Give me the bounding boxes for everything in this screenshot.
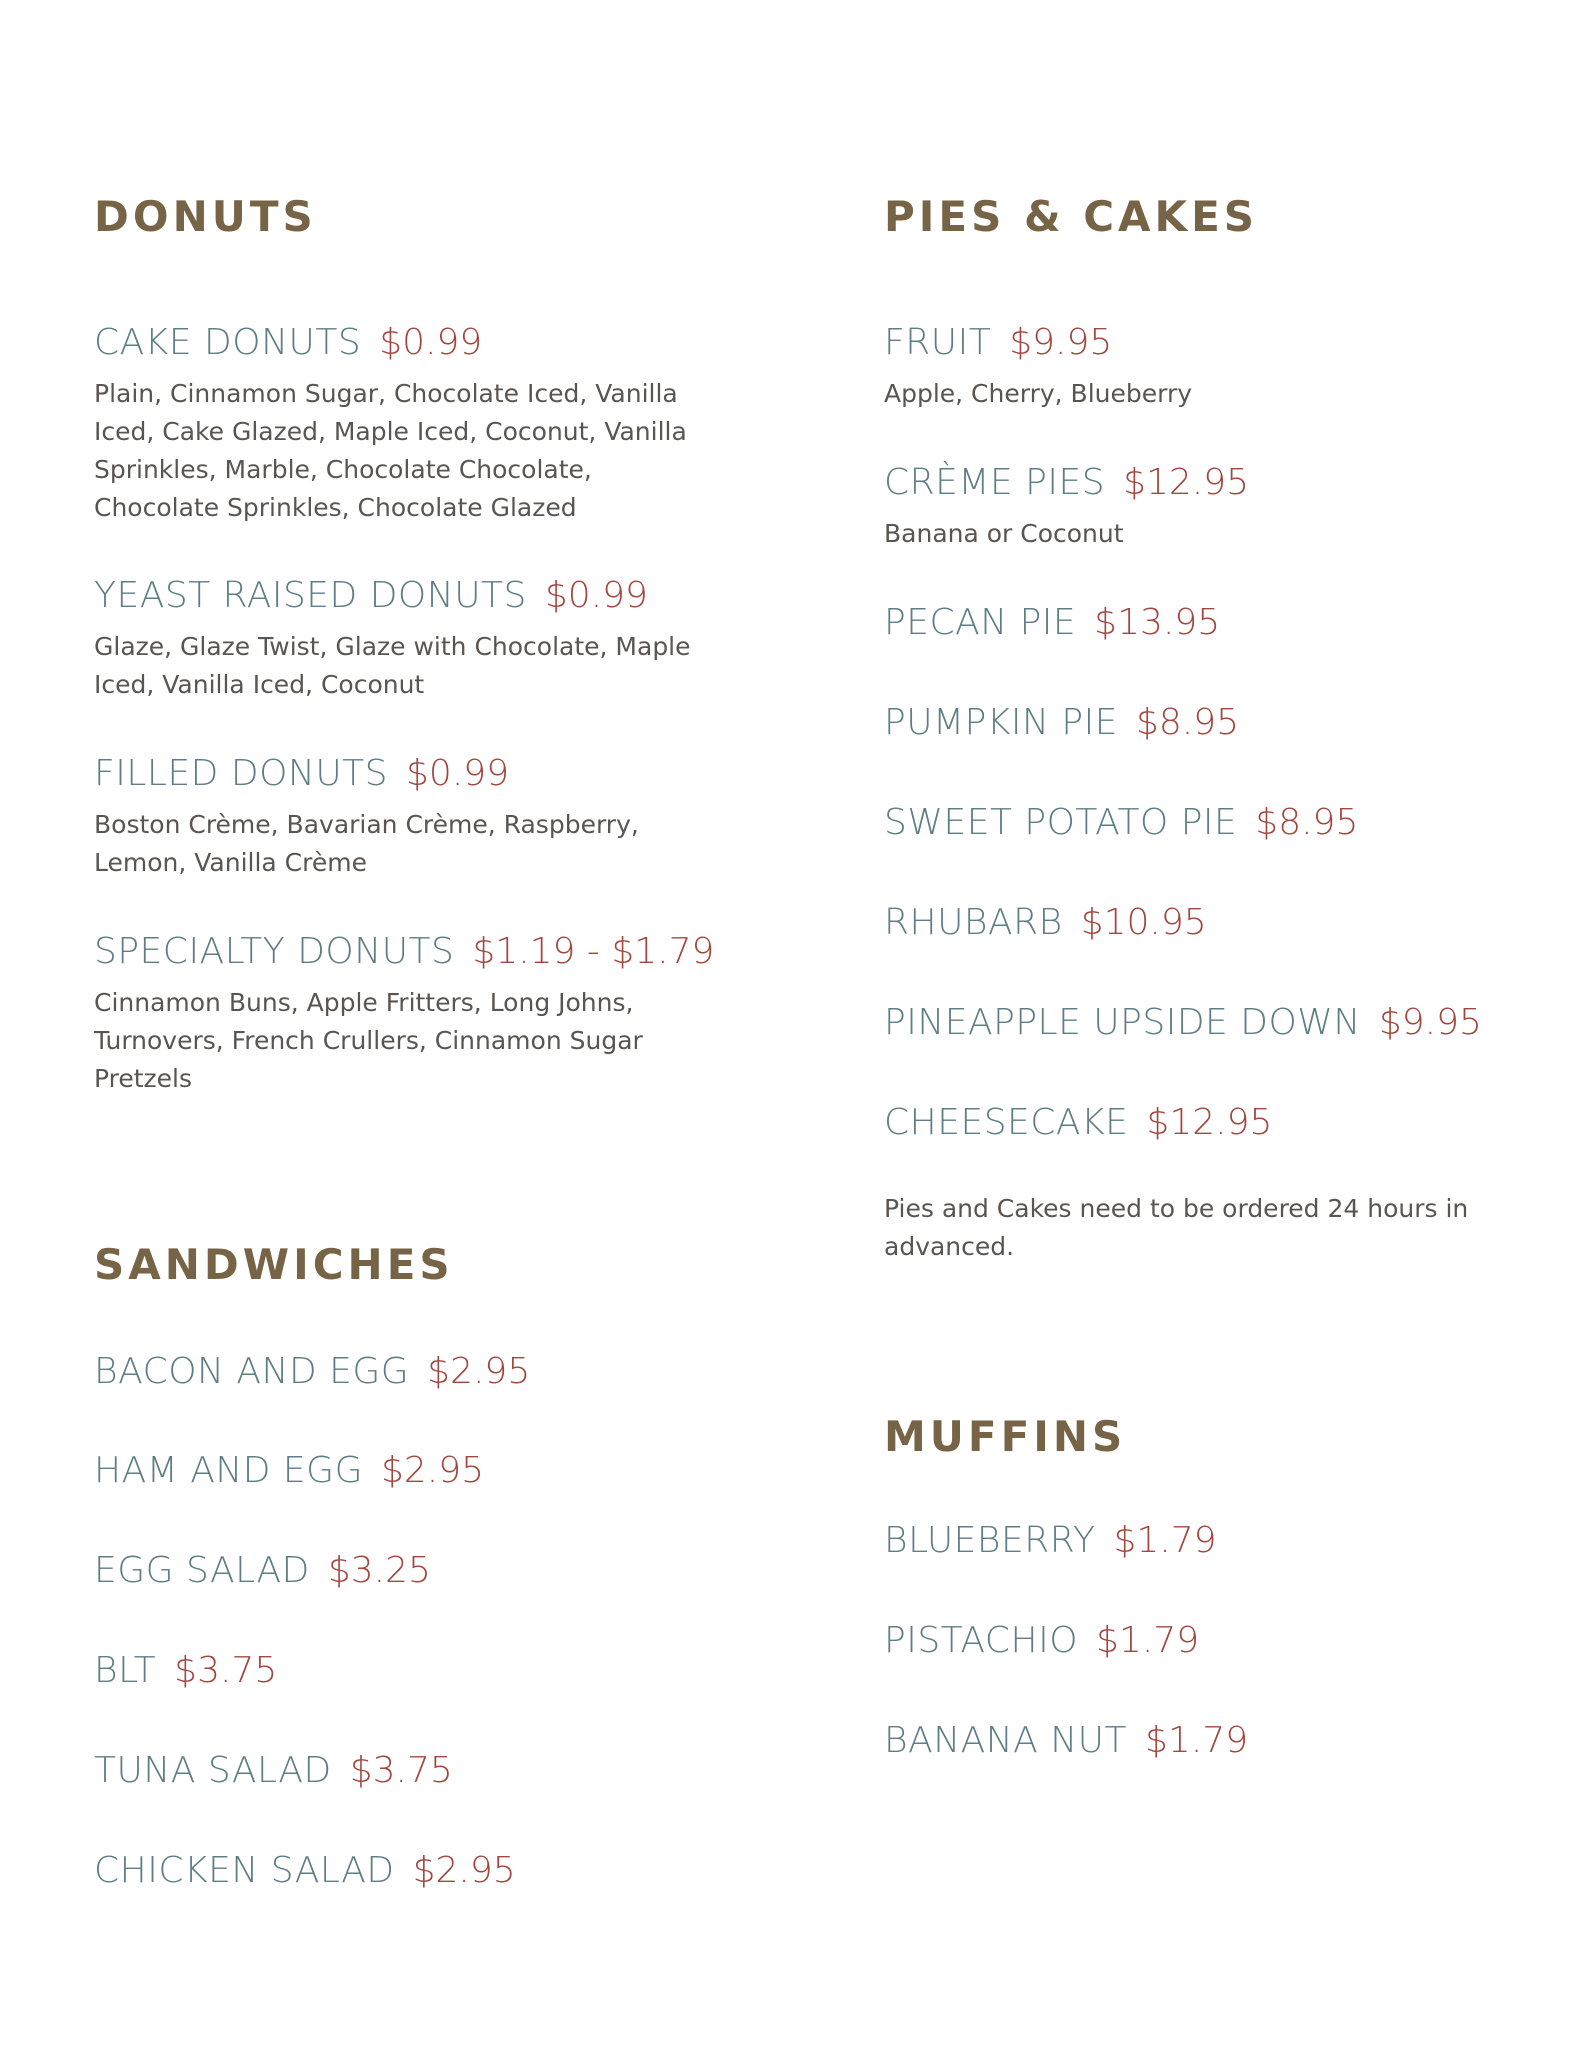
item-price: $9.95 [1009,322,1113,363]
menu-item-bacon-and-egg [94,1351,734,1392]
item-price: $3.75 [174,1650,278,1691]
item-price: $3.75 [349,1750,453,1791]
item-name: YEAST RAISED DONUTS [94,575,527,616]
item-name: EGG SALAD [94,1550,310,1591]
menu-item-cheesecake [884,1102,1524,1143]
item-price: $12.95 [1146,1102,1273,1143]
item-name: RHUBARB [884,902,1063,943]
item-name: CAKE DONUTS [94,322,362,363]
menu-item-creme-pies [884,462,1524,553]
item-name: TUNA SALAD [94,1750,332,1791]
menu-item-filled-donuts [94,753,734,882]
menu-item-pineapple-upside-down [884,1002,1524,1043]
item-price: $8.95 [1255,802,1359,843]
item-name: PINEAPPLE UPSIDE DOWN [884,1002,1361,1043]
menu-item-banana-nut [884,1720,1524,1761]
item-name: BANANA NUT [884,1720,1128,1761]
menu-item-pumpkin-pie [884,702,1524,743]
menu-item-blt [94,1650,734,1691]
menu-item-pecan-pie [884,602,1524,643]
item-price: $1.79 [1096,1620,1200,1661]
item-price: $9.95 [1378,1002,1482,1043]
menu-item-cake-donuts [94,322,734,527]
item-price: $1.19 - $1.79 [472,931,715,972]
menu-item-egg-salad [94,1550,734,1591]
item-price: $0.99 [379,322,483,363]
muffins-heading: MUFFINS [884,1412,1127,1461]
item-name: BLUEBERRY [884,1520,1096,1561]
item-description: Apple, Cherry, Blueberry [884,379,1193,408]
item-price: $1.79 [1145,1720,1249,1761]
pies-cakes-heading: PIES & CAKES [884,192,1259,241]
item-description: Plain, Cinnamon Sugar, Chocolate Iced, Vanilla Iced, Cake Glazed, Maple Iced, Coconut, Vanilla Sprinkles, Marble, Chocolate Chocolate, Chocolate Sprinkles, Chocolate Glazed [94,379,687,522]
menu-item-sweet-potato-pie [884,802,1524,843]
sandwiches-heading: SANDWICHES [94,1240,454,1289]
menu-item-rhubarb [884,902,1524,943]
item-price: $10.95 [1080,902,1207,943]
item-name: BACON AND EGG [94,1351,410,1392]
menu-item-chicken-salad [94,1850,734,1891]
menu-item-pistachio [884,1620,1524,1661]
item-name: PISTACHIO [884,1620,1079,1661]
item-name: CHEESECAKE [884,1102,1129,1143]
item-description: Glaze, Glaze Twist, Glaze with Chocolate, Maple Iced, Vanilla Iced, Coconut [94,632,691,699]
item-price: $12.95 [1123,462,1250,503]
item-name: FILLED DONUTS [94,753,389,794]
item-name: HAM AND EGG [94,1450,363,1491]
menu-item-yeast-raised-donuts [94,575,734,704]
item-name: PUMPKIN PIE [884,702,1118,743]
item-price: $2.95 [427,1351,531,1392]
item-price: $2.95 [412,1850,516,1891]
item-name: CHICKEN SALAD [94,1850,395,1891]
donuts-heading: DONUTS [94,192,317,241]
item-name: SWEET POTATO PIE [884,802,1238,843]
item-price: $1.79 [1113,1520,1217,1561]
item-price: $8.95 [1136,702,1240,743]
menu-item-specialty-donuts [94,931,734,1098]
item-name: CRÈME PIES [884,462,1106,503]
menu-item-ham-and-egg [94,1450,734,1491]
item-name: PECAN PIE [884,602,1077,643]
item-price: $0.99 [406,753,510,794]
menu-item-fruit [884,322,1524,413]
item-price: $0.99 [544,575,648,616]
item-name: FRUIT [884,322,992,363]
item-price: $13.95 [1094,602,1221,643]
item-description: Banana or Coconut [884,519,1124,548]
item-description: Cinnamon Buns, Apple Fritters, Long Johns, Turnovers, French Crullers, Cinnamon Sugar Pretzels [94,988,643,1093]
item-description: Boston Crème, Bavarian Crème, Raspberry, Lemon, Vanilla Crème [94,810,639,877]
menu-item-tuna-salad [94,1750,734,1791]
menu-item-blueberry [884,1520,1524,1561]
item-price: $2.95 [380,1450,485,1491]
item-name: BLT [94,1650,157,1691]
item-name: SPECIALTY DONUTS [94,931,455,972]
item-price: $3.25 [327,1550,431,1591]
order-notice: Pies and Cakes need to be ordered 24 hours in advanced. [884,1194,1469,1261]
